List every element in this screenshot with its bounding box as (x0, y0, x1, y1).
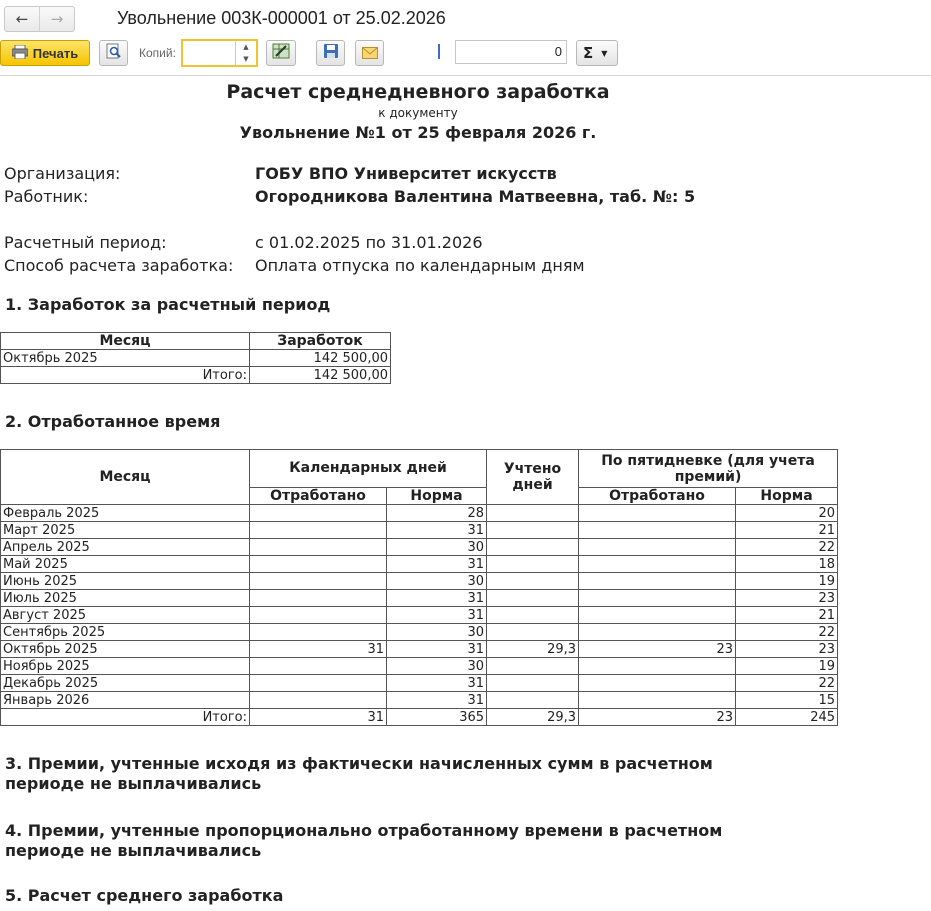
table-row (1, 624, 838, 641)
employee-value: Огородникова Валентина Матвеевна, таб. №: 5 (255, 187, 696, 206)
copies-label: Копий: (139, 46, 176, 60)
table-row (1, 607, 838, 624)
time-cell-five-worked (579, 522, 736, 539)
time-cell-month: Январь 2026 (1, 692, 250, 709)
time-cell-five-worked (579, 590, 736, 607)
table-total-row (1, 709, 838, 726)
print-button-label: Печать (32, 45, 79, 61)
table-row (1, 658, 838, 675)
earnings-table (0, 332, 391, 384)
period-value: с 01.02.2025 по 31.01.2026 (255, 233, 483, 252)
envelope-icon (362, 44, 378, 63)
table-row (1, 350, 391, 367)
time-cell-month: Август 2025 (1, 607, 250, 624)
time-cell-cal-worked (250, 522, 387, 539)
time-cell-cal-norm: 28 (387, 505, 487, 522)
magnifier-icon (106, 43, 122, 63)
time-cell-cal-worked (250, 505, 387, 522)
time-cell-counted (487, 658, 579, 675)
table-row (1, 573, 838, 590)
earnings-header-month: Месяц (1, 333, 250, 350)
time-cell-five-worked (579, 539, 736, 556)
time-cell-counted (487, 556, 579, 573)
sum-dropdown-button[interactable] (576, 40, 618, 66)
time-header-five-norm: Норма (736, 488, 838, 505)
time-header-cal-norm: Норма (387, 488, 487, 505)
time-header-counted: Учтено дней (487, 450, 579, 505)
time-cell-cal-worked (250, 658, 387, 675)
table-total-row (1, 367, 391, 384)
period-label: Расчетный период: (4, 233, 167, 252)
time-cell-five-norm: 19 (736, 658, 838, 675)
time-cell-counted (487, 590, 579, 607)
table-row (1, 556, 838, 573)
time-cell-counted (487, 573, 579, 590)
time-cell-five-norm: 21 (736, 607, 838, 624)
time-cell-five-norm: 22 (736, 675, 838, 692)
time-cell-cal-norm: 30 (387, 658, 487, 675)
time-cell-five-norm: 21 (736, 522, 838, 539)
report-subtitle: к документу (378, 106, 458, 120)
organization-value: ГОБУ ВПО Университет искусств (255, 164, 557, 183)
time-cell-cal-worked (250, 692, 387, 709)
time-header-five-worked: Отработано (579, 488, 736, 505)
time-cell-five-norm: 19 (736, 573, 838, 590)
time-cell-month: Декабрь 2025 (1, 675, 250, 692)
time-cell-cal-worked (250, 590, 387, 607)
time-cell-month: Февраль 2025 (1, 505, 250, 522)
time-cell-counted (487, 675, 579, 692)
time-total-label: Итого: (1, 709, 250, 726)
table-row (1, 692, 838, 709)
section5-title: 5. Расчет среднего заработка (5, 886, 284, 905)
time-cell-cal-worked: 31 (250, 641, 387, 658)
edit-table-icon (272, 43, 290, 63)
time-cell-cal-norm: 30 (387, 624, 487, 641)
time-cell-counted (487, 539, 579, 556)
report-title: Расчет среднедневного заработка (226, 81, 610, 103)
time-cell-five-worked (579, 624, 736, 641)
chevron-down-icon: ▼ (601, 48, 608, 58)
earnings-amount: 142 500,00 (250, 350, 391, 367)
time-cell-counted (487, 607, 579, 624)
time-cell-cal-norm: 31 (387, 590, 487, 607)
sigma-icon: Σ (583, 44, 594, 62)
time-cell-cal-worked (250, 607, 387, 624)
earnings-total-label: Итого: (1, 367, 250, 384)
printer-icon (12, 45, 28, 62)
section4-title: 4. Премии, учтенные пропорционально отработанному времени в расчетном периоде не выплачивались (5, 821, 723, 860)
toolbar (0, 38, 931, 70)
earnings-total-amount: 142 500,00 (250, 367, 391, 384)
time-cell-cal-worked (250, 624, 387, 641)
time-cell-five-norm: 15 (736, 692, 838, 709)
worked-time-table (0, 449, 838, 726)
report-document (0, 76, 931, 911)
time-cell-cal-norm: 31 (387, 556, 487, 573)
method-value: Оплата отпуска по календарным дням (255, 256, 585, 275)
time-header-cal-worked: Отработано (250, 488, 387, 505)
time-cell-month: Июнь 2025 (1, 573, 250, 590)
time-cell-cal-norm: 31 (387, 641, 487, 658)
time-cell-month: Апрель 2025 (1, 539, 250, 556)
time-cell-cal-worked (250, 573, 387, 590)
time-cell-five-norm: 23 (736, 590, 838, 607)
nav-buttons (4, 6, 75, 32)
copies-spinner[interactable]: ▲ ▼ (235, 41, 256, 65)
time-cell-counted (487, 522, 579, 539)
time-cell-five-norm: 22 (736, 539, 838, 556)
time-total-five-worked: 23 (579, 709, 736, 726)
time-cell-cal-worked (250, 675, 387, 692)
table-row (1, 505, 838, 522)
time-total-five-norm: 245 (736, 709, 838, 726)
earnings-header-amount: Заработок (250, 333, 391, 350)
time-cell-cal-worked (250, 539, 387, 556)
section3-title: 3. Премии, учтенные исходя из фактически начисленных сумм в расчетном периоде не выплачивались (5, 754, 713, 793)
time-total-cal-norm: 365 (387, 709, 487, 726)
time-cell-cal-norm: 31 (387, 675, 487, 692)
time-cell-cal-norm: 30 (387, 573, 487, 590)
section2-title: 2. Отработанное время (5, 412, 221, 431)
time-cell-five-worked (579, 607, 736, 624)
time-cell-month: Сентябрь 2025 (1, 624, 250, 641)
section1-title: 1. Заработок за расчетный период (5, 295, 331, 314)
time-cell-five-norm: 18 (736, 556, 838, 573)
time-cell-cal-norm: 30 (387, 539, 487, 556)
organization-label: Организация: (4, 164, 121, 183)
window-title: Увольнение 003К-000001 от 25.02.2026 (117, 8, 446, 28)
table-row (1, 641, 838, 658)
save-button[interactable] (316, 40, 345, 66)
time-cell-five-norm: 23 (736, 641, 838, 658)
time-cell-month: Ноябрь 2025 (1, 658, 250, 675)
time-cell-month: Октябрь 2025 (1, 641, 250, 658)
time-cell-counted (487, 692, 579, 709)
copies-value: 1 (439, 44, 447, 59)
time-cell-cal-norm: 31 (387, 607, 487, 624)
table-row (1, 590, 838, 607)
time-cell-five-worked (579, 692, 736, 709)
title-bar (0, 0, 931, 38)
time-cell-counted (487, 624, 579, 641)
time-cell-five-worked (579, 675, 736, 692)
time-cell-five-worked (579, 658, 736, 675)
time-cell-cal-norm: 31 (387, 692, 487, 709)
time-cell-counted: 29,3 (487, 641, 579, 658)
table-row (1, 522, 838, 539)
method-label: Способ расчета заработка: (4, 256, 234, 275)
time-cell-counted (487, 505, 579, 522)
time-cell-five-worked: 23 (579, 641, 736, 658)
time-cell-month: Март 2025 (1, 522, 250, 539)
time-cell-five-norm: 20 (736, 505, 838, 522)
time-total-counted: 29,3 (487, 709, 579, 726)
copies-field[interactable] (181, 39, 447, 67)
time-header-month: Месяц (1, 450, 250, 505)
preview-button[interactable] (99, 40, 128, 66)
table-row (1, 539, 838, 556)
time-cell-five-worked (579, 556, 736, 573)
time-cell-month: Июль 2025 (1, 590, 250, 607)
back-arrow-icon[interactable]: ← (15, 10, 29, 28)
time-header-calendar: Календарных дней (250, 450, 487, 488)
document-reference: Увольнение №1 от 25 февраля 2026 г. (239, 123, 597, 142)
earnings-month: Октябрь 2025 (1, 350, 250, 367)
time-header-fiveday: По пятидневке (для учета премий) (579, 450, 838, 488)
time-cell-cal-norm: 31 (387, 522, 487, 539)
floppy-disk-icon (323, 43, 339, 63)
time-cell-month: Май 2025 (1, 556, 250, 573)
time-cell-five-worked (579, 505, 736, 522)
time-cell-five-worked (579, 573, 736, 590)
employee-label: Работник: (4, 187, 89, 206)
time-cell-cal-worked (250, 556, 387, 573)
time-total-cal-worked: 31 (250, 709, 387, 726)
send-email-button[interactable] (355, 40, 384, 66)
table-row (1, 675, 838, 692)
edit-mode-button[interactable] (266, 40, 296, 66)
forward-arrow-icon[interactable]: → (39, 7, 74, 31)
print-button[interactable] (0, 40, 90, 66)
sum-field[interactable]: 0 (455, 40, 567, 64)
time-cell-five-norm: 22 (736, 624, 838, 641)
